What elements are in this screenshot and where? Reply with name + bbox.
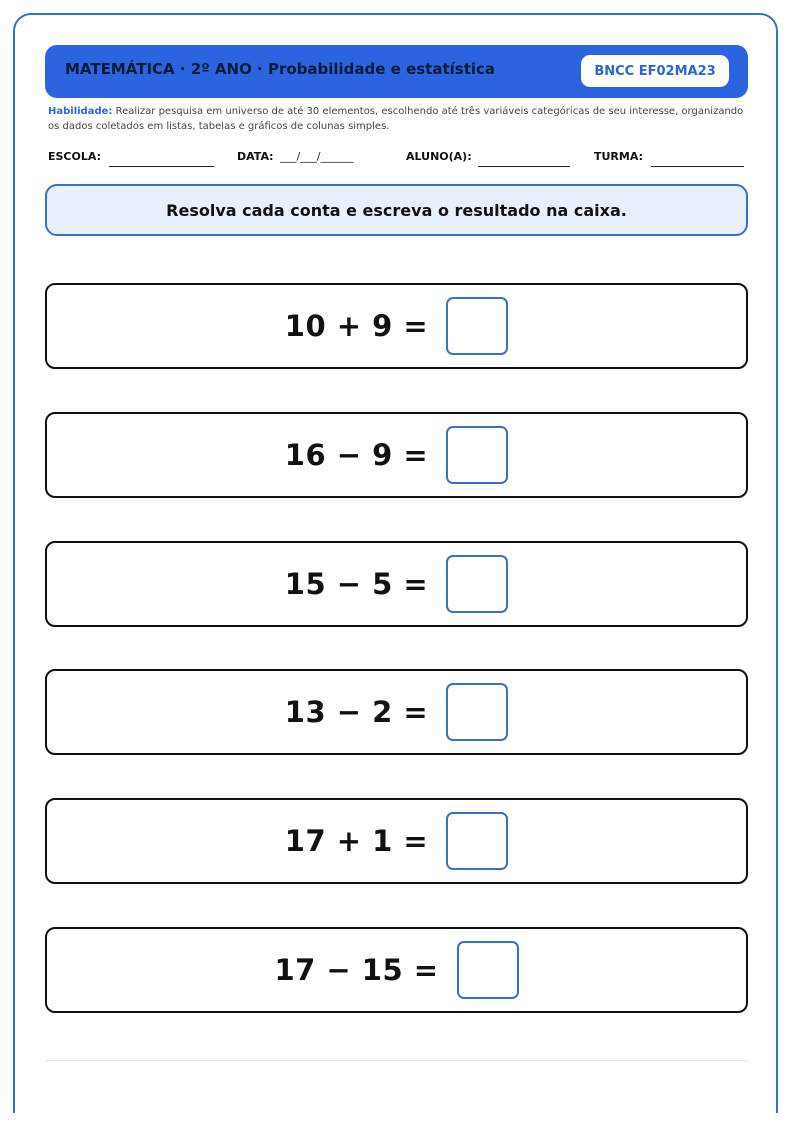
problem-expression: 15 − 5 = bbox=[284, 567, 429, 601]
worksheet-title: MATEMÁTICA · 2º ANO · Probabilidade e estatística bbox=[65, 60, 496, 78]
header-bar bbox=[45, 45, 748, 98]
answer-box[interactable] bbox=[446, 812, 508, 870]
problem-expression: 10 + 9 = bbox=[284, 309, 429, 343]
problem-row-1 bbox=[45, 283, 748, 369]
aluno-field[interactable] bbox=[478, 166, 570, 167]
bncc-badge: BNCC EF02MA23 bbox=[581, 55, 729, 87]
problem-expression: 17 − 15 = bbox=[274, 953, 439, 987]
problem-row-3 bbox=[45, 541, 748, 627]
problem-expression: 17 + 1 = bbox=[284, 824, 429, 858]
footer-divider bbox=[45, 1060, 748, 1061]
problem-row-4 bbox=[45, 669, 748, 755]
problem-expression: 16 − 9 = bbox=[284, 438, 429, 472]
problem-row-2 bbox=[45, 412, 748, 498]
escola-field[interactable] bbox=[109, 166, 214, 167]
habilidade-description bbox=[48, 104, 748, 134]
instruction-box: Resolva cada conta e escreva o resultado na caixa. bbox=[45, 184, 748, 236]
problem-row-6 bbox=[45, 927, 748, 1013]
answer-box[interactable] bbox=[446, 555, 508, 613]
turma-label: TURMA: bbox=[594, 150, 643, 163]
turma-field[interactable] bbox=[651, 166, 744, 167]
answer-box[interactable] bbox=[446, 297, 508, 355]
answer-box[interactable] bbox=[446, 426, 508, 484]
answer-box[interactable] bbox=[446, 683, 508, 741]
data-field[interactable]: ___/___/______ bbox=[280, 150, 354, 163]
escola-label: ESCOLA: bbox=[48, 150, 101, 163]
answer-box[interactable] bbox=[457, 941, 519, 999]
data-label: DATA: bbox=[237, 150, 274, 163]
problem-row-5 bbox=[45, 798, 748, 884]
problem-expression: 13 − 2 = bbox=[284, 695, 429, 729]
habilidade-label: Habilidade: bbox=[48, 106, 113, 117]
habilidade-text: Realizar pesquisa em universo de até 30 elementos, escolhendo até três variáveis categóricas de seu interesse, organizando os dados coletados em listas, tabelas e gráficos de colunas simples. bbox=[48, 106, 744, 132]
aluno-label: ALUNO(A): bbox=[406, 150, 472, 163]
